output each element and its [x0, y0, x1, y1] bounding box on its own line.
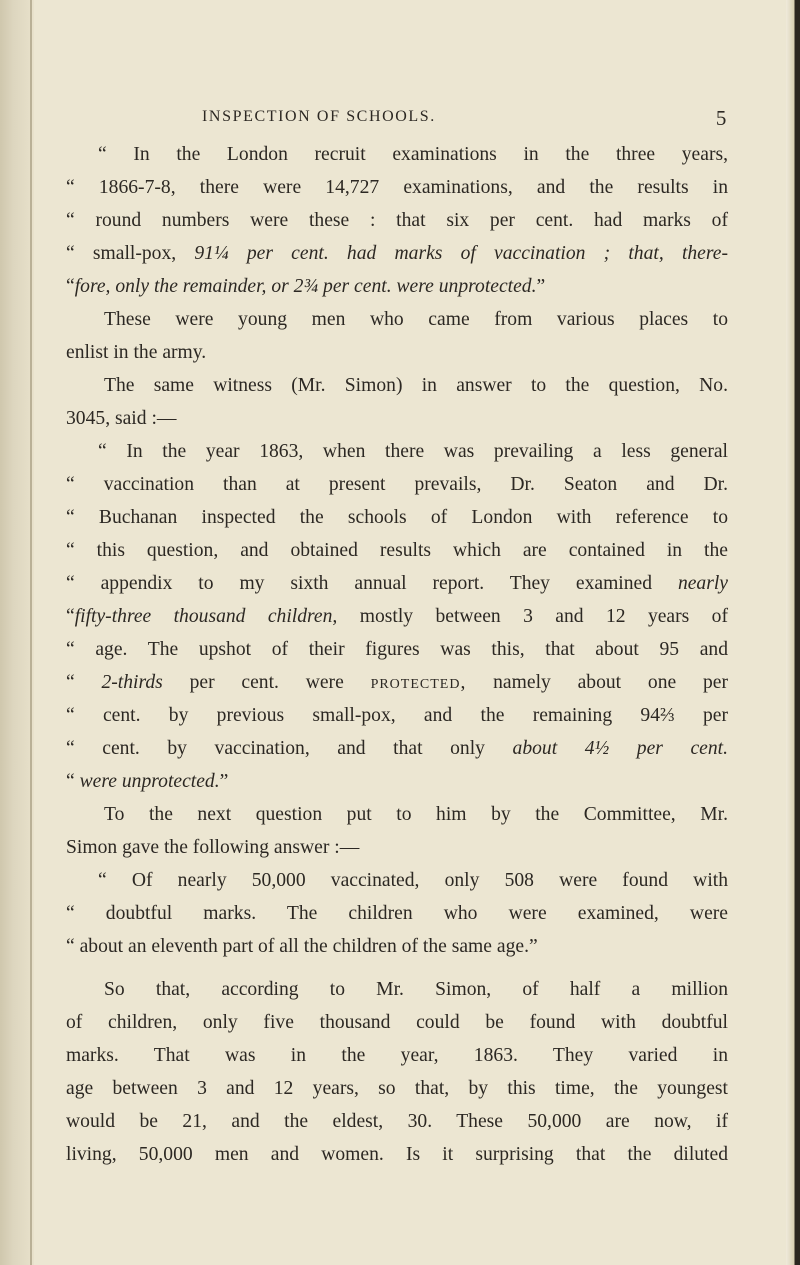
text-line: “ In the year 1863, when there was prevailing a less general	[98, 441, 728, 462]
smallcaps-run: protected,	[370, 672, 467, 693]
text-run: “	[66, 771, 80, 792]
text-run: “	[66, 606, 75, 627]
text-run: per cent. were	[162, 672, 371, 693]
italic-run: 91¼ per cent. had marks of vaccination ; that, there-	[194, 243, 729, 264]
text-run: “ cent. by vaccination, and that only	[66, 738, 513, 759]
text-line: “ vaccination than at present prevails, Dr. Seaton and Dr.	[66, 474, 728, 495]
text-line: “ 1866-7-8, there were 14,727 examinations, and the results in	[66, 177, 728, 198]
text-run: namely about one per	[466, 672, 728, 693]
text-line: So that, according to Mr. Simon, of half a million	[104, 979, 728, 1000]
text-line: “ cent. by previous small-pox, and the remaining 94⅔ per	[66, 705, 728, 726]
book-page	[66, 108, 728, 1171]
text-run: “	[66, 672, 102, 693]
gutter-line	[30, 0, 32, 1265]
book-spine-shadow	[0, 0, 34, 1265]
italic-run: fifty-three thousand children,	[74, 606, 338, 627]
text-line: of children, only five thousand could be found with doubtful	[66, 1012, 728, 1033]
text-line	[66, 270, 728, 303]
text-line: “ doubtful marks. The children who were examined, were	[66, 903, 728, 924]
text-run: mostly between 3 and 12 years of	[337, 606, 728, 627]
text-line: enlist in the army.	[66, 342, 207, 363]
text-line	[66, 600, 728, 633]
text-run: ”	[536, 276, 546, 297]
text-line: living, 50,000 men and women. Is it surprising that the diluted	[66, 1144, 728, 1165]
italic-run: nearly	[677, 573, 728, 594]
page-edge	[786, 0, 800, 1265]
text-line: “ Buchanan inspected the schools of London with reference to	[66, 507, 728, 528]
italic-run: 2-thirds	[101, 672, 163, 693]
paragraph-conclusion	[66, 973, 728, 1171]
text-line	[66, 732, 728, 765]
text-line: “ age. The upshot of their figures was this, that about 95 and	[66, 639, 728, 660]
quote-vaccinated	[66, 864, 728, 963]
text-line: “ round numbers were these : that six per cent. had marks of	[66, 210, 728, 231]
text-run: “ small-pox,	[66, 243, 195, 264]
text-run: “ appendix to my sixth annual report. They examined	[66, 573, 678, 594]
italic-run: fore, only the remainder, or 2¾ per cent. were unprotected.	[74, 276, 537, 297]
text-line	[66, 765, 728, 798]
text-line: 3045, said :—	[66, 408, 177, 429]
text-run: “	[66, 276, 75, 297]
body-text	[66, 138, 728, 1171]
quote-schools-inspection	[66, 435, 728, 798]
text-line: These were young men who came from various places to	[104, 309, 728, 330]
text-line	[66, 567, 728, 600]
paragraph-spacing	[66, 963, 728, 973]
paragraph-young-men	[66, 303, 728, 369]
text-line: “ In the London recruit examinations in the three years,	[98, 144, 728, 165]
text-line: marks. That was in the year, 1863. They varied in	[66, 1045, 728, 1066]
italic-run: about 4½ per cent.	[512, 738, 728, 759]
paragraph-witness	[66, 369, 728, 435]
text-line: “ Of nearly 50,000 vaccinated, only 508 were found with	[98, 870, 728, 891]
text-line: age between 3 and 12 years, so that, by this time, the youngest	[66, 1078, 728, 1099]
text-line: To the next question put to him by the Committee, Mr.	[104, 804, 728, 825]
paragraph-committee	[66, 798, 728, 864]
italic-run: were unprotected.	[79, 771, 220, 792]
running-header	[66, 108, 728, 138]
running-title: INSPECTION OF SCHOOLS.	[202, 108, 436, 125]
text-line: The same witness (Mr. Simon) in answer to the question, No.	[104, 375, 728, 396]
quote-recruit-examinations	[66, 138, 728, 303]
text-run: ”	[219, 771, 229, 792]
text-line: “ this question, and obtained results which are contained in the	[66, 540, 728, 561]
text-line: Simon gave the following answer :—	[66, 837, 360, 858]
text-line	[66, 237, 728, 270]
text-line	[66, 666, 728, 699]
page-number: 5	[715, 106, 728, 130]
text-line: “ about an eleventh part of all the children of the same age.”	[66, 936, 538, 957]
text-line: would be 21, and the eldest, 30. These 50,000 are now, if	[66, 1111, 728, 1132]
